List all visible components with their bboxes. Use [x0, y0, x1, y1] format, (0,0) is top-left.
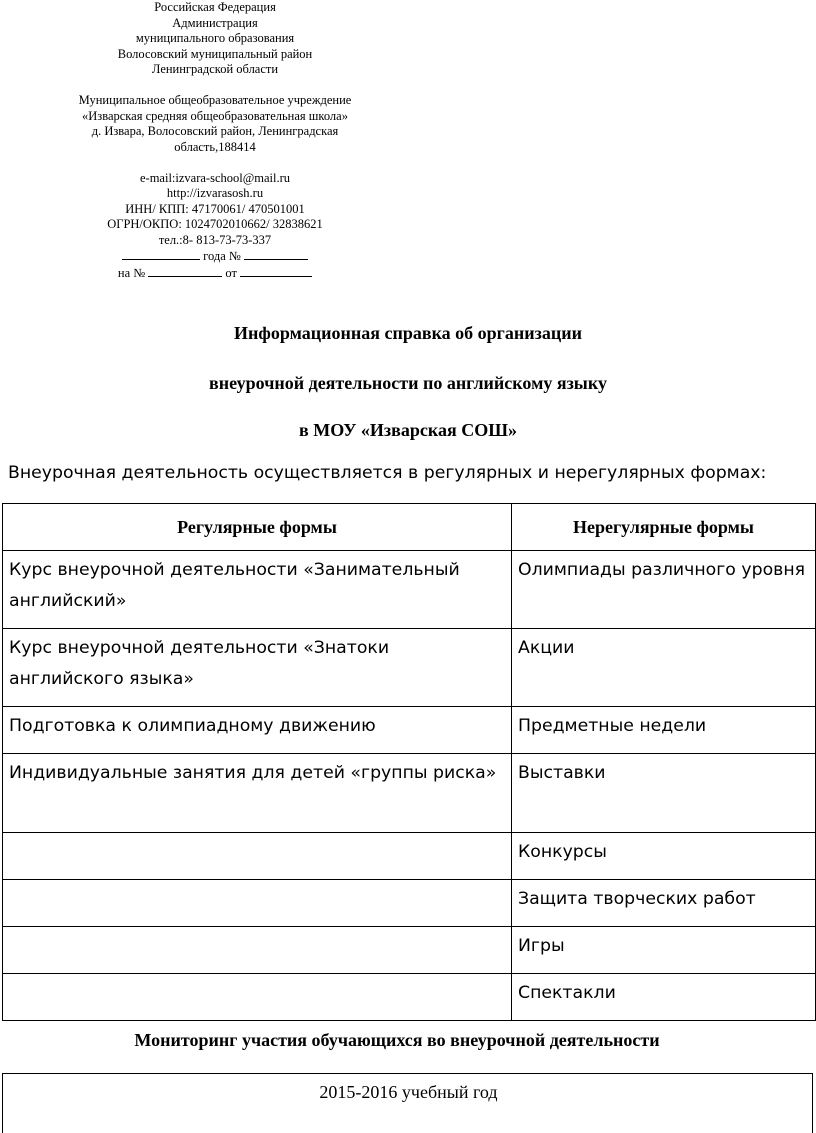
letterhead-line: Муниципальное общеобразовательное учреждение	[78, 93, 352, 107]
table-row	[3, 927, 816, 974]
table-row	[3, 707, 816, 754]
irregular-form-cell: Игры	[512, 927, 816, 974]
letterhead-line: тел.:8- 813-73-73-337	[158, 232, 272, 247]
regular-form-cell	[3, 833, 512, 880]
table-row	[3, 880, 816, 927]
monitoring-heading: Мониторинг участия обучающихся во внеурочной деятельности	[134, 1030, 660, 1050]
letterhead-line: e-mail:izvara-school@mail.ru	[140, 170, 290, 185]
date-blank	[122, 248, 200, 260]
regular-form-cell: Индивидуальные занятия для детей «группы риска»	[3, 754, 512, 833]
header-irregular-forms: Нерегулярные формы	[512, 504, 816, 551]
regular-form-cell	[3, 974, 512, 1021]
outgoing-number-line	[60, 248, 370, 265]
document-title-line-1: Информационная справка об организации	[234, 323, 582, 343]
ref-number-label: на №	[117, 265, 146, 280]
intro-paragraph: Внеурочная деятельность осуществляется в регулярных и нерегулярных формах:	[8, 463, 767, 483]
irregular-form-cell: Олимпиады различного уровня	[512, 551, 816, 629]
table-row	[3, 833, 816, 880]
table-header-row	[3, 504, 816, 551]
irregular-form-cell: Акции	[512, 629, 816, 707]
irregular-form-cell: Защита творческих работ	[512, 880, 816, 927]
irregular-form-cell: Предметные недели	[512, 707, 816, 754]
letterhead	[60, 0, 370, 281]
header-regular-forms: Регулярные формы	[3, 504, 512, 551]
table-row	[3, 551, 816, 629]
forms-table	[2, 503, 816, 1021]
year-number-label: года №	[203, 249, 241, 263]
number-blank	[244, 248, 308, 260]
ref-number-blank	[148, 265, 222, 277]
regular-form-cell: Курс внеурочной деятельности «Занимательный английский»	[3, 551, 512, 629]
letterhead-line: Волосовский муниципальный район	[117, 46, 313, 61]
ref-date-blank	[240, 265, 312, 277]
regular-form-cell	[3, 927, 512, 974]
letterhead-line: ИНН/ КПП: 47170061/ 470501001	[125, 201, 305, 216]
table-row	[3, 754, 816, 833]
monitoring-table	[2, 1073, 813, 1133]
letterhead-line: http://izvarasosh.ru	[166, 186, 264, 200]
irregular-form-cell: Спектакли	[512, 974, 816, 1021]
letterhead-line: Российская Федерация	[154, 0, 276, 14]
irregular-form-cell: Конкурсы	[512, 833, 816, 880]
irregular-form-cell: Выставки	[512, 754, 816, 833]
document-title-line-3: в МОУ «Изварская СОШ»	[299, 420, 517, 440]
document-title-line-2: внеурочной деятельности по английскому языку	[209, 373, 607, 393]
letterhead-line: ОГРН/ОКПО: 1024702010662/ 32838621	[107, 217, 323, 231]
letterhead-line: Администрация	[172, 15, 258, 30]
letterhead-line: Ленинградской области	[151, 62, 279, 76]
regular-form-cell	[3, 880, 512, 927]
table-row	[3, 974, 816, 1021]
regular-form-cell: Подготовка к олимпиадному движению	[3, 707, 512, 754]
regular-form-cell: Курс внеурочной деятельности «Знатоки английского языка»	[3, 629, 512, 707]
letterhead-line: область,188414	[174, 139, 256, 154]
letterhead-line: «Изварская средняя общеобразовательная школа»	[82, 108, 348, 123]
letterhead-line: муниципального образования	[135, 31, 295, 45]
table-row	[3, 629, 816, 707]
letterhead-line: д. Извара, Волосовский район, Ленинградская	[91, 124, 339, 138]
reference-number-line	[60, 265, 370, 282]
school-year-label: 2015-2016 учебный год	[319, 1082, 498, 1102]
ref-from-label: от	[225, 265, 237, 280]
